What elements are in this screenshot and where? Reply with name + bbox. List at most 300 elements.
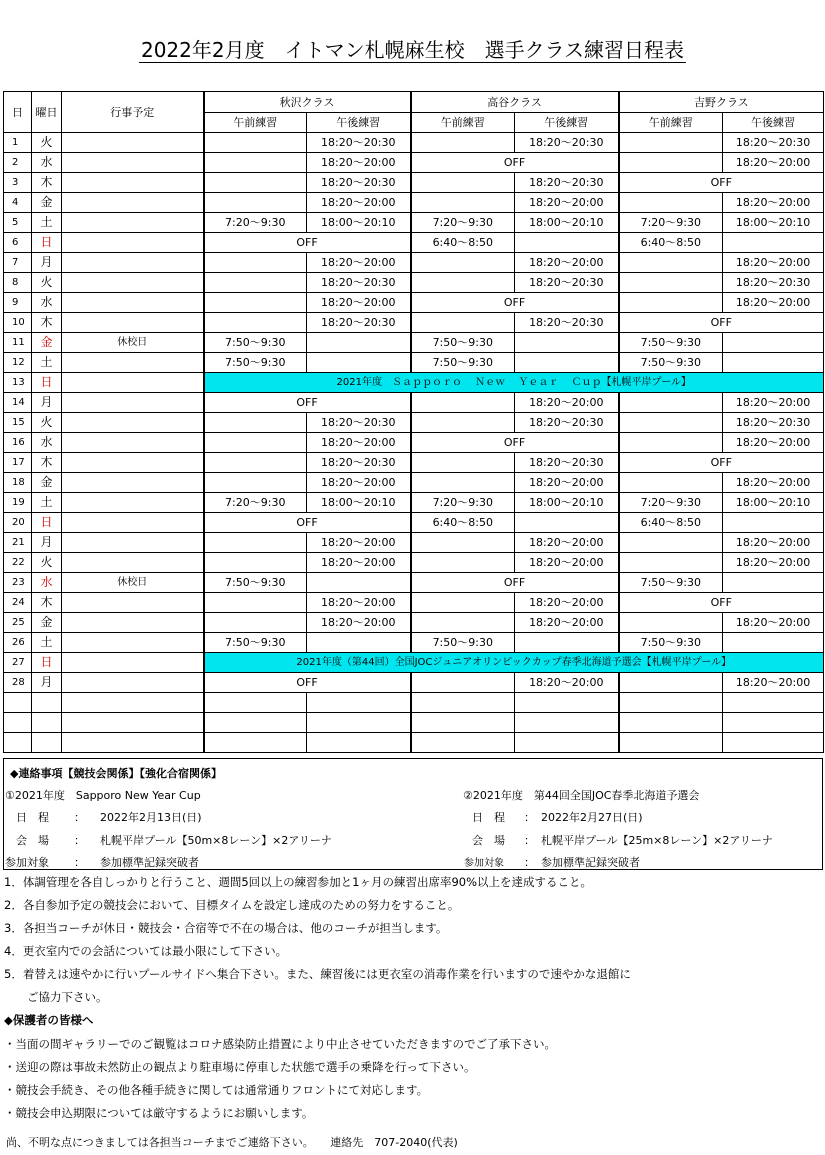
akisawa-pm-cell <box>307 333 411 353</box>
event-cell: 休校日 <box>62 333 204 353</box>
akisawa-pm-cell: 18:20～20:00 <box>307 553 411 573</box>
takaya-am-cell <box>411 193 515 213</box>
schedule-row <box>4 513 824 533</box>
weekday-cell: 月 <box>32 253 62 273</box>
akisawa-pm-cell: 18:20～20:00 <box>307 153 411 173</box>
schedule-row <box>4 593 824 613</box>
yoshino-am-cell: 7:50～9:30 <box>619 573 723 593</box>
akisawa-am-cell <box>204 733 307 753</box>
weekday-cell <box>32 733 62 753</box>
weekday-cell: 金 <box>32 193 62 213</box>
yoshino-pm-cell: 18:20～20:00 <box>723 433 824 453</box>
schedule-row <box>4 553 824 573</box>
takaya-am-cell: 7:50～9:30 <box>411 353 515 373</box>
yoshino-pm-cell <box>723 693 824 713</box>
takaya-pm-cell <box>515 733 619 753</box>
takaya-am-cell <box>411 453 515 473</box>
event-cell <box>62 273 204 293</box>
takaya-pm-cell: 18:20～20:00 <box>515 393 619 413</box>
akisawa-pm-cell: 18:00～20:10 <box>307 493 411 513</box>
header-class-akisawa: 秋沢クラス <box>204 92 411 113</box>
akisawa-pm-cell <box>307 573 411 593</box>
off-cell: OFF <box>619 313 824 333</box>
day-cell: 8 <box>4 273 32 293</box>
akisawa-am-cell <box>204 453 307 473</box>
meet2-colon: ： <box>524 811 535 824</box>
schedule-row <box>4 573 824 593</box>
day-cell: 5 <box>4 213 32 233</box>
note-4: 4．更衣室内での会話については最小限にして下さい。 <box>4 944 288 958</box>
day-cell: 9 <box>4 293 32 313</box>
meet2-colon: ： <box>524 834 535 847</box>
akisawa-pm-cell <box>307 633 411 653</box>
takaya-pm-cell: 18:00～20:10 <box>515 493 619 513</box>
yoshino-pm-cell <box>723 733 824 753</box>
schedule-row <box>4 333 824 353</box>
event-cell: 休校日 <box>62 573 204 593</box>
akisawa-pm-cell <box>307 353 411 373</box>
yoshino-am-cell: 7:50～9:30 <box>619 333 723 353</box>
takaya-pm-cell: 18:20～20:30 <box>515 173 619 193</box>
akisawa-am-cell: 7:50～9:30 <box>204 333 307 353</box>
takaya-pm-cell: 18:20～20:00 <box>515 553 619 573</box>
yoshino-am-cell <box>619 133 723 153</box>
meet1-venue-label: 会 場 <box>16 834 49 847</box>
off-cell: OFF <box>411 293 619 313</box>
day-cell: 13 <box>4 373 32 393</box>
schedule-row <box>4 153 824 173</box>
schedule-row <box>4 493 824 513</box>
schedule-row <box>4 373 824 393</box>
day-cell: 1 <box>4 133 32 153</box>
yoshino-pm-cell: 18:20～20:00 <box>723 293 824 313</box>
schedule-row <box>4 293 824 313</box>
takaya-pm-cell <box>515 233 619 253</box>
schedule-row <box>4 653 824 673</box>
schedule-row <box>4 253 824 273</box>
takaya-am-cell <box>411 593 515 613</box>
yoshino-pm-cell <box>723 633 824 653</box>
event-cell <box>62 593 204 613</box>
yoshino-pm-cell: 18:20～20:00 <box>723 153 824 173</box>
akisawa-am-cell: 7:50～9:30 <box>204 353 307 373</box>
day-cell: 25 <box>4 613 32 633</box>
off-cell: OFF <box>411 573 619 593</box>
takaya-am-cell: 7:50～9:30 <box>411 333 515 353</box>
takaya-am-cell <box>411 713 515 733</box>
takaya-am-cell <box>411 473 515 493</box>
takaya-pm-cell: 18:20～20:30 <box>515 453 619 473</box>
event-cell <box>62 693 204 713</box>
weekday-cell: 土 <box>32 353 62 373</box>
takaya-pm-cell: 18:20～20:00 <box>515 253 619 273</box>
title-text: 2022年2月度 イトマン札幌麻生校 選手クラス練習日程表 <box>140 38 685 62</box>
takaya-pm-cell: 18:20～20:00 <box>515 613 619 633</box>
event-cell <box>62 433 204 453</box>
yoshino-pm-cell: 18:20～20:30 <box>723 273 824 293</box>
akisawa-am-cell <box>204 533 307 553</box>
akisawa-pm-cell: 18:20～20:30 <box>307 413 411 433</box>
meet1-date-label: 日 程 <box>16 811 49 824</box>
event-banner: 2021年度 Ｓａｐｐｏｒｏ Ｎｅｗ Ｙｅａｒ Ｃｕｐ【札幌平岸プール】 <box>204 373 824 393</box>
schedule-row <box>4 453 824 473</box>
event-cell <box>62 213 204 233</box>
day-cell <box>4 733 32 753</box>
akisawa-pm-cell: 18:20～20:00 <box>307 193 411 213</box>
akisawa-am-cell <box>204 253 307 273</box>
note-5: 5．着替えは速やかに行いプールサイドへ集合下さい。また、練習後には更衣室の消毒作業を行いますので速やかな退館に <box>4 967 631 981</box>
notice-heading: ◆連絡事項【競技会関係】【強化合宿関係】 <box>10 767 222 780</box>
weekday-cell: 水 <box>32 153 62 173</box>
guardian-note-4: ・競技会申込期限については厳守するようにお願いします。 <box>4 1106 314 1120</box>
day-cell: 23 <box>4 573 32 593</box>
event-cell <box>62 153 204 173</box>
akisawa-am-cell <box>204 193 307 213</box>
takaya-am-cell <box>411 613 515 633</box>
schedule-row <box>4 233 824 253</box>
takaya-pm-cell: 18:20～20:30 <box>515 413 619 433</box>
takaya-pm-cell <box>515 353 619 373</box>
yoshino-am-cell: 7:20～9:30 <box>619 493 723 513</box>
takaya-am-cell <box>411 173 515 193</box>
takaya-am-cell: 6:40～8:50 <box>411 233 515 253</box>
akisawa-am-cell <box>204 293 307 313</box>
header-am: 午前練習 <box>619 113 723 133</box>
header-weekday: 曜日 <box>32 92 62 133</box>
event-cell <box>62 493 204 513</box>
weekday-cell <box>32 693 62 713</box>
yoshino-pm-cell: 18:00～20:10 <box>723 213 824 233</box>
yoshino-pm-cell: 18:20～20:00 <box>723 673 824 693</box>
weekday-cell: 水 <box>32 433 62 453</box>
yoshino-pm-cell: 18:20～20:00 <box>723 193 824 213</box>
akisawa-am-cell <box>204 713 307 733</box>
akisawa-pm-cell <box>307 693 411 713</box>
day-cell: 19 <box>4 493 32 513</box>
event-cell <box>62 313 204 333</box>
meet1-date: 2022年2月13日(日) <box>100 811 202 824</box>
takaya-pm-cell: 18:20～20:30 <box>515 133 619 153</box>
akisawa-pm-cell: 18:20～20:00 <box>307 473 411 493</box>
header-class-takaya: 高谷クラス <box>411 92 619 113</box>
meet1-name: ①2021年度 Sapporo New Year Cup <box>5 789 201 802</box>
contact-line: 尚、不明な点につきましては各担当コーチまでご連絡下さい。 連絡先 707-2040(代表) <box>6 1136 458 1149</box>
guardian-note-2: ・送迎の際は事故未然防止の観点より駐車場に停車した状態で選手の乗降を行って下さい。 <box>4 1060 476 1074</box>
yoshino-am-cell: 7:20～9:30 <box>619 213 723 233</box>
meet2-target: 参加標準記録突破者 <box>541 856 640 869</box>
yoshino-pm-cell: 18:00～20:10 <box>723 493 824 513</box>
event-cell <box>62 513 204 533</box>
weekday-cell: 日 <box>32 513 62 533</box>
yoshino-am-cell: 6:40～8:50 <box>619 513 723 533</box>
day-cell: 16 <box>4 433 32 453</box>
akisawa-pm-cell: 18:20～20:30 <box>307 453 411 473</box>
takaya-am-cell <box>411 393 515 413</box>
weekday-cell: 土 <box>32 633 62 653</box>
event-banner: 2021年度（第44回）全国JOCジュニアオリンピックカップ春季北海道予選会【札幌平岸プール】 <box>204 653 824 673</box>
weekday-cell: 木 <box>32 593 62 613</box>
yoshino-pm-cell: 18:20～20:00 <box>723 613 824 633</box>
weekday-cell: 日 <box>32 653 62 673</box>
meet2-venue-label: 会 場 <box>472 834 505 847</box>
akisawa-pm-cell: 18:20～20:30 <box>307 173 411 193</box>
takaya-pm-cell <box>515 633 619 653</box>
guardian-note-3: ・競技会手続き、その他各種手続きに関しては通常通りフロントにて対応します。 <box>4 1083 429 1097</box>
akisawa-pm-cell: 18:20～20:00 <box>307 613 411 633</box>
weekday-cell: 火 <box>32 133 62 153</box>
header-am: 午前練習 <box>204 113 307 133</box>
yoshino-am-cell <box>619 413 723 433</box>
weekday-cell: 土 <box>32 213 62 233</box>
yoshino-am-cell <box>619 613 723 633</box>
weekday-cell <box>32 713 62 733</box>
header-class-yoshino: 吉野クラス <box>619 92 824 113</box>
takaya-pm-cell: 18:20～20:00 <box>515 193 619 213</box>
yoshino-pm-cell: 18:20～20:00 <box>723 533 824 553</box>
yoshino-am-cell: 6:40～8:50 <box>619 233 723 253</box>
yoshino-pm-cell: 18:20～20:00 <box>723 253 824 273</box>
event-cell <box>62 473 204 493</box>
meet2-date: 2022年2月27日(日) <box>541 811 643 824</box>
note-1: 1．体調管理を各自しっかりと行うこと、週間5回以上の練習参加と1ヶ月の練習出席率90%以上を達成すること。 <box>4 875 593 889</box>
schedule-row <box>4 353 824 373</box>
weekday-cell: 火 <box>32 553 62 573</box>
yoshino-pm-cell <box>723 573 824 593</box>
event-cell <box>62 293 204 313</box>
header-pm: 午後練習 <box>307 113 411 133</box>
weekday-cell: 日 <box>32 373 62 393</box>
akisawa-pm-cell: 18:20～20:30 <box>307 133 411 153</box>
yoshino-am-cell: 7:50～9:30 <box>619 633 723 653</box>
schedule-row <box>4 693 824 713</box>
akisawa-am-cell: 7:20～9:30 <box>204 213 307 233</box>
takaya-pm-cell: 18:20～20:00 <box>515 533 619 553</box>
meet1-target: 参加標準記録突破者 <box>100 856 199 869</box>
notice-box <box>3 758 823 870</box>
takaya-am-cell <box>411 533 515 553</box>
yoshino-pm-cell <box>723 233 824 253</box>
meet2-venue: 札幌平岸プール【25m×8レーン】×2アリーナ <box>541 834 773 847</box>
day-cell: 27 <box>4 653 32 673</box>
yoshino-pm-cell <box>723 333 824 353</box>
yoshino-am-cell <box>619 193 723 213</box>
schedule-row <box>4 613 824 633</box>
akisawa-pm-cell: 18:20～20:30 <box>307 313 411 333</box>
takaya-pm-cell <box>515 713 619 733</box>
yoshino-pm-cell: 18:20～20:00 <box>723 473 824 493</box>
yoshino-am-cell <box>619 433 723 453</box>
takaya-pm-cell <box>515 693 619 713</box>
yoshino-pm-cell: 18:20～20:30 <box>723 413 824 433</box>
yoshino-am-cell <box>619 713 723 733</box>
yoshino-am-cell <box>619 153 723 173</box>
event-cell <box>62 553 204 573</box>
day-cell: 4 <box>4 193 32 213</box>
weekday-cell: 金 <box>32 473 62 493</box>
header-day: 日 <box>4 92 32 133</box>
event-cell <box>62 233 204 253</box>
day-cell: 14 <box>4 393 32 413</box>
takaya-pm-cell: 18:20～20:30 <box>515 273 619 293</box>
day-cell: 15 <box>4 413 32 433</box>
takaya-pm-cell: 18:00～20:10 <box>515 213 619 233</box>
akisawa-am-cell <box>204 473 307 493</box>
header-pm: 午後練習 <box>515 113 619 133</box>
yoshino-pm-cell: 18:20～20:00 <box>723 393 824 413</box>
yoshino-am-cell <box>619 553 723 573</box>
akisawa-am-cell <box>204 313 307 333</box>
akisawa-am-cell <box>204 693 307 713</box>
day-cell: 24 <box>4 593 32 613</box>
schedule-row <box>4 413 824 433</box>
header-event: 行事予定 <box>62 92 204 133</box>
takaya-pm-cell <box>515 513 619 533</box>
takaya-pm-cell: 18:20～20:00 <box>515 673 619 693</box>
weekday-cell: 木 <box>32 453 62 473</box>
weekday-cell: 月 <box>32 393 62 413</box>
takaya-am-cell <box>411 253 515 273</box>
meet1-colon: ： <box>74 811 85 824</box>
akisawa-pm-cell <box>307 713 411 733</box>
off-cell: OFF <box>204 513 411 533</box>
meet2-target-label: 参加対象 <box>464 858 504 869</box>
weekday-cell: 木 <box>32 313 62 333</box>
meet2-colon: ： <box>524 856 535 869</box>
akisawa-am-cell <box>204 173 307 193</box>
event-cell <box>62 733 204 753</box>
takaya-am-cell <box>411 693 515 713</box>
yoshino-am-cell <box>619 533 723 553</box>
off-cell: OFF <box>204 233 411 253</box>
meet1-colon: ： <box>74 834 85 847</box>
takaya-am-cell: 7:20～9:30 <box>411 493 515 513</box>
schedule-row <box>4 713 824 733</box>
meet2-name: ②2021年度 第44回全国JOC春季北海道予選会 <box>463 789 700 802</box>
meet1-venue: 札幌平岸プール【50m×8レーン】×2アリーナ <box>100 834 332 847</box>
day-cell: 21 <box>4 533 32 553</box>
takaya-pm-cell <box>515 333 619 353</box>
takaya-pm-cell: 18:20～20:00 <box>515 473 619 493</box>
event-cell <box>62 253 204 273</box>
takaya-am-cell: 7:50～9:30 <box>411 633 515 653</box>
yoshino-am-cell <box>619 253 723 273</box>
header-pm: 午後練習 <box>723 113 824 133</box>
yoshino-pm-cell <box>723 713 824 733</box>
takaya-am-cell: 7:20～9:30 <box>411 213 515 233</box>
schedule-row <box>4 633 824 653</box>
takaya-am-cell <box>411 673 515 693</box>
yoshino-pm-cell: 18:20～20:30 <box>723 133 824 153</box>
schedule-row <box>4 133 824 153</box>
schedule-row <box>4 433 824 453</box>
yoshino-am-cell <box>619 693 723 713</box>
akisawa-pm-cell <box>307 733 411 753</box>
day-cell: 18 <box>4 473 32 493</box>
day-cell: 7 <box>4 253 32 273</box>
akisawa-pm-cell: 18:20～20:30 <box>307 273 411 293</box>
meet1-target-label: 参加対象 <box>5 856 49 869</box>
day-cell: 28 <box>4 673 32 693</box>
event-cell <box>62 373 204 393</box>
event-cell <box>62 133 204 153</box>
takaya-am-cell <box>411 413 515 433</box>
takaya-am-cell <box>411 313 515 333</box>
day-cell: 12 <box>4 353 32 373</box>
takaya-am-cell <box>411 133 515 153</box>
note-3: 3．各担当コーチが休日・競技会・合宿等で不在の場合は、他のコーチが担当します。 <box>4 921 448 935</box>
weekday-cell: 日 <box>32 233 62 253</box>
weekday-cell: 土 <box>32 493 62 513</box>
akisawa-am-cell <box>204 413 307 433</box>
day-cell: 2 <box>4 153 32 173</box>
guardian-note-1: ・当面の間ギャラリーでのご観覧はコロナ感染防止措置により中止させていただきますのでご了承下さい。 <box>4 1037 556 1051</box>
akisawa-am-cell <box>204 613 307 633</box>
event-cell <box>62 193 204 213</box>
note-5-cont: ご協力下さい。 <box>4 990 108 1004</box>
weekday-cell: 水 <box>32 573 62 593</box>
day-cell: 22 <box>4 553 32 573</box>
event-cell <box>62 713 204 733</box>
takaya-am-cell <box>411 553 515 573</box>
schedule-row <box>4 473 824 493</box>
event-cell <box>62 613 204 633</box>
event-cell <box>62 453 204 473</box>
takaya-pm-cell: 18:20～20:30 <box>515 313 619 333</box>
note-2: 2．各自参加予定の競技会において、目標タイムを設定し達成のための努力をすること。 <box>4 898 460 912</box>
day-cell: 6 <box>4 233 32 253</box>
akisawa-am-cell: 7:20～9:30 <box>204 493 307 513</box>
day-cell: 10 <box>4 313 32 333</box>
off-cell: OFF <box>411 433 619 453</box>
yoshino-am-cell <box>619 673 723 693</box>
yoshino-am-cell <box>619 273 723 293</box>
schedule-row <box>4 393 824 413</box>
event-cell <box>62 533 204 553</box>
weekday-cell: 金 <box>32 613 62 633</box>
weekday-cell: 火 <box>32 273 62 293</box>
takaya-pm-cell: 18:20～20:00 <box>515 593 619 613</box>
akisawa-pm-cell: 18:20～20:00 <box>307 253 411 273</box>
weekday-cell: 火 <box>32 413 62 433</box>
yoshino-am-cell <box>619 733 723 753</box>
schedule-row <box>4 193 824 213</box>
schedule-row <box>4 313 824 333</box>
day-cell <box>4 713 32 733</box>
weekday-cell: 月 <box>32 533 62 553</box>
akisawa-am-cell <box>204 553 307 573</box>
yoshino-am-cell <box>619 293 723 313</box>
day-cell <box>4 693 32 713</box>
day-cell: 17 <box>4 453 32 473</box>
akisawa-am-cell <box>204 593 307 613</box>
schedule-row <box>4 673 824 693</box>
event-cell <box>62 413 204 433</box>
off-cell: OFF <box>619 453 824 473</box>
event-cell <box>62 353 204 373</box>
event-cell <box>62 393 204 413</box>
day-cell: 20 <box>4 513 32 533</box>
event-cell <box>62 653 204 673</box>
takaya-am-cell: 6:40～8:50 <box>411 513 515 533</box>
day-cell: 3 <box>4 173 32 193</box>
yoshino-am-cell: 7:50～9:30 <box>619 353 723 373</box>
day-cell: 26 <box>4 633 32 653</box>
weekday-cell: 金 <box>32 333 62 353</box>
page-title <box>0 34 825 63</box>
off-cell: OFF <box>619 173 824 193</box>
akisawa-am-cell <box>204 433 307 453</box>
schedule-row <box>4 213 824 233</box>
